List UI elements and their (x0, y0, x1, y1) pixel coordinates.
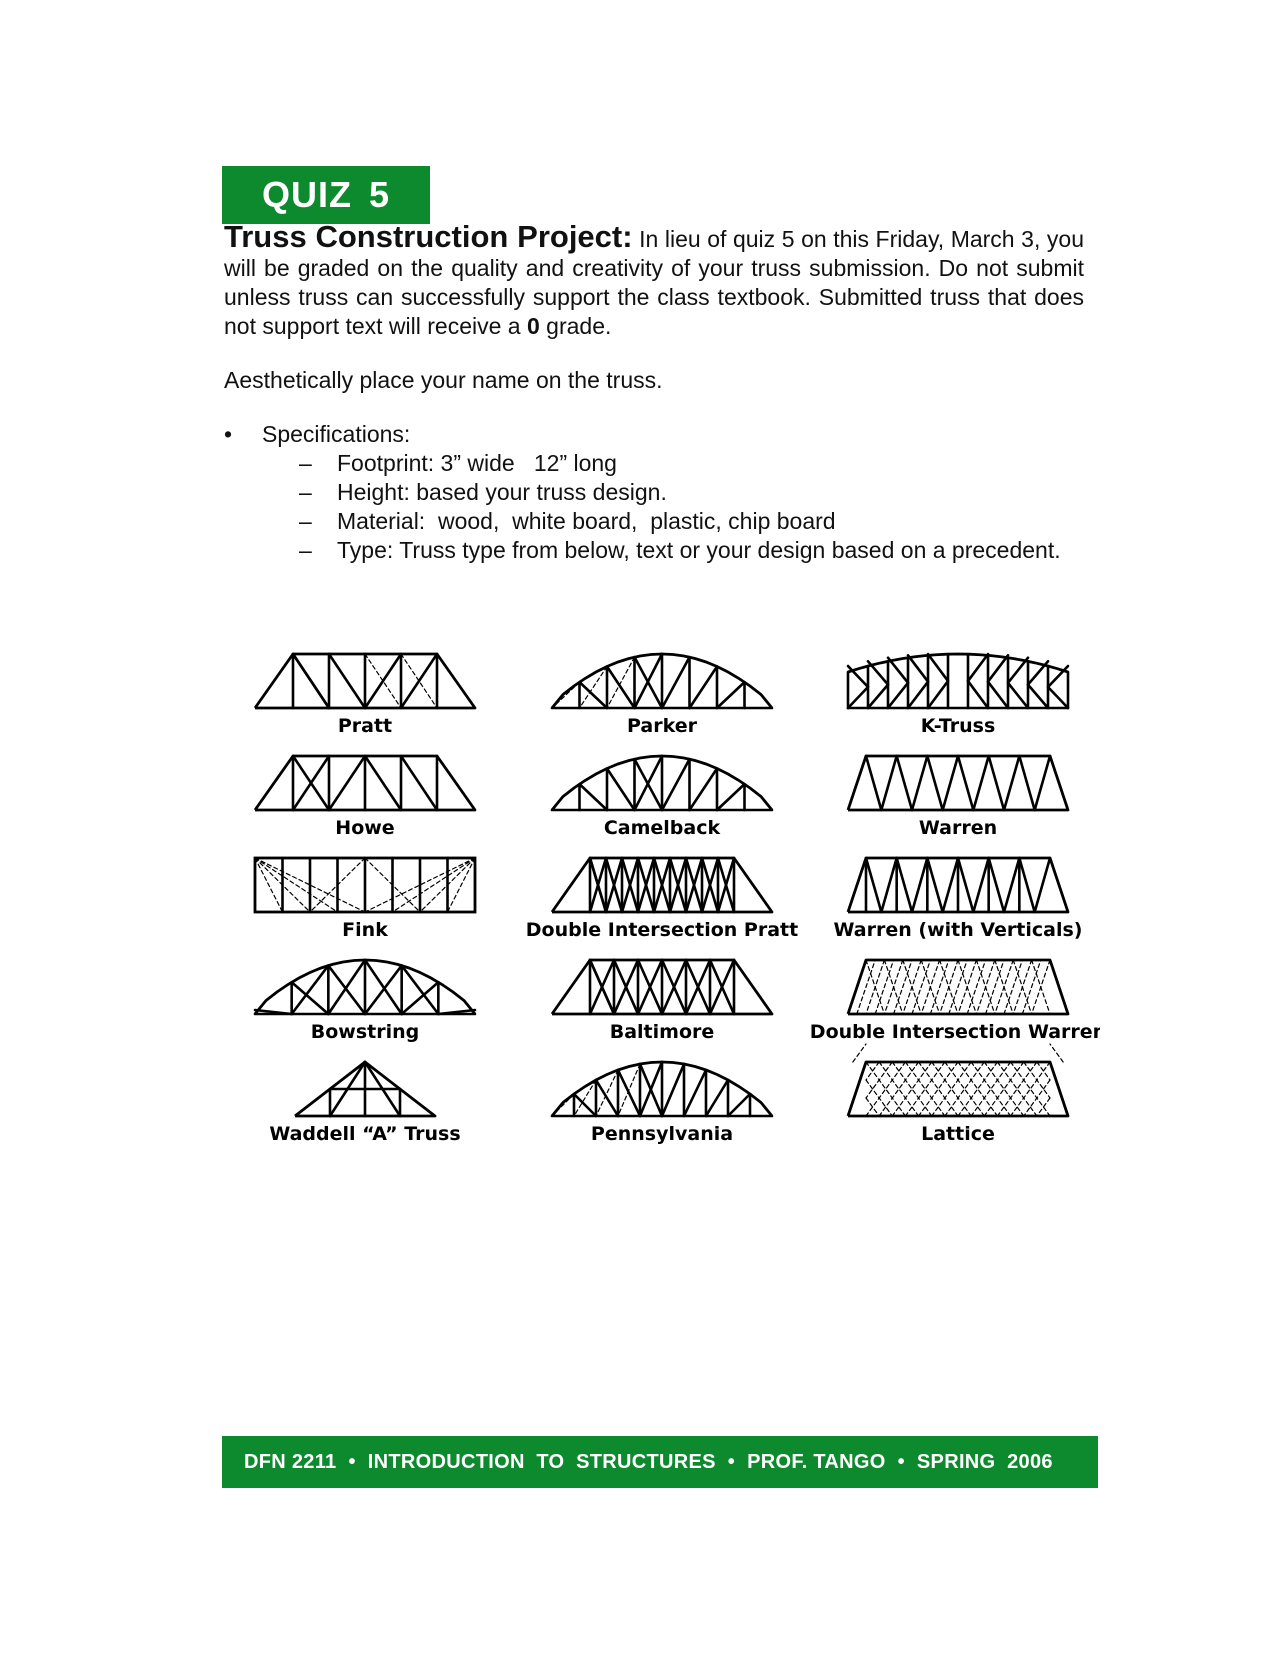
intro-text: In lieu of quiz 5 on this Friday, March 3, you will be graded on the quality and creativity of your truss submission. Do not submit unless truss can successfully support the class textbook. Submitted truss that does not support text will receive a (224, 226, 1084, 339)
intro-text-end: grade. (539, 313, 612, 339)
truss-diagram (230, 640, 1100, 1200)
bullet-icon: • (224, 421, 233, 447)
dash-icon: – (299, 450, 312, 476)
dash-icon: – (299, 479, 312, 505)
truss-warren (848, 756, 1068, 839)
spec-item-height (224, 478, 1084, 507)
specifications-list (224, 420, 1084, 565)
truss-double-intersection-warren (810, 960, 1100, 1043)
truss-label: Fink (342, 919, 388, 941)
truss-bowstring (255, 960, 475, 1043)
separator-dot: • (897, 1450, 905, 1473)
truss-camelback (552, 756, 772, 839)
course-footer (222, 1436, 1098, 1488)
truss-waddell-a-truss (269, 1062, 460, 1145)
specifications-heading (224, 420, 1084, 449)
dash-icon: – (299, 508, 312, 534)
truss-parker (552, 654, 772, 737)
term: SPRING 2006 (916, 1450, 1053, 1473)
separator-dot: • (348, 1450, 356, 1473)
truss-label: Camelback (603, 817, 721, 839)
truss-fink (255, 858, 475, 941)
grade-value: 0 (526, 313, 540, 339)
truss-label: Parker (627, 715, 697, 737)
spec-text: Footprint: 3” wide 12” long (337, 450, 617, 476)
truss-k-truss (848, 654, 1068, 737)
specifications-label: Specifications: (262, 421, 411, 447)
truss-label: K-Truss (920, 715, 996, 737)
truss-warren-with-verticals (834, 858, 1083, 941)
project-heading: Truss Construction Project: (224, 219, 633, 254)
truss-howe (255, 756, 475, 839)
truss-types-figure (230, 640, 1100, 1200)
course-code: DFN 2211 (244, 1450, 337, 1473)
truss-pratt (255, 654, 475, 737)
document-body (224, 219, 1084, 565)
spec-item-footprint (224, 449, 1084, 478)
truss-label: Warren (918, 817, 998, 839)
spec-text: Type: Truss type from below, text or your design based on a precedent. (337, 537, 1061, 563)
course-title: INTRODUCTION TO STRUCTURES (367, 1450, 716, 1473)
dash-icon: – (299, 537, 312, 563)
name-instruction: Aesthetically place your name on the truss. (224, 367, 663, 393)
spec-item-type (224, 536, 1084, 565)
spec-text: Material: wood, white board, plastic, chip board (337, 508, 836, 534)
truss-label: Pratt (337, 715, 393, 737)
truss-double-intersection-pratt (526, 858, 798, 941)
truss-baltimore (552, 960, 772, 1043)
specifications-items (224, 449, 1084, 565)
spec-text: Height: based your truss design. (337, 479, 667, 505)
truss-label: Bowstring (310, 1021, 420, 1043)
spec-item-material (224, 507, 1084, 536)
quiz-title-badge: QUIZ 5 (222, 166, 430, 224)
truss-label: Howe (335, 817, 395, 839)
truss-label: Double Intersection Pratt (525, 919, 799, 941)
truss-label: Pennsylvania (590, 1123, 734, 1145)
truss-label: Warren (with Verticals) (833, 919, 1083, 941)
truss-label: Double Intersection Warren (809, 1021, 1100, 1043)
intro-paragraph (224, 219, 1084, 341)
separator-dot: • (727, 1450, 736, 1473)
truss-label: Lattice (921, 1123, 995, 1145)
truss-label: Waddell “A” Truss (269, 1123, 461, 1145)
truss-label: Baltimore (609, 1021, 715, 1043)
truss-lattice (848, 1044, 1068, 1145)
professor-name: PROF. TANGO (747, 1450, 886, 1473)
truss-pennsylvania (552, 1062, 772, 1145)
